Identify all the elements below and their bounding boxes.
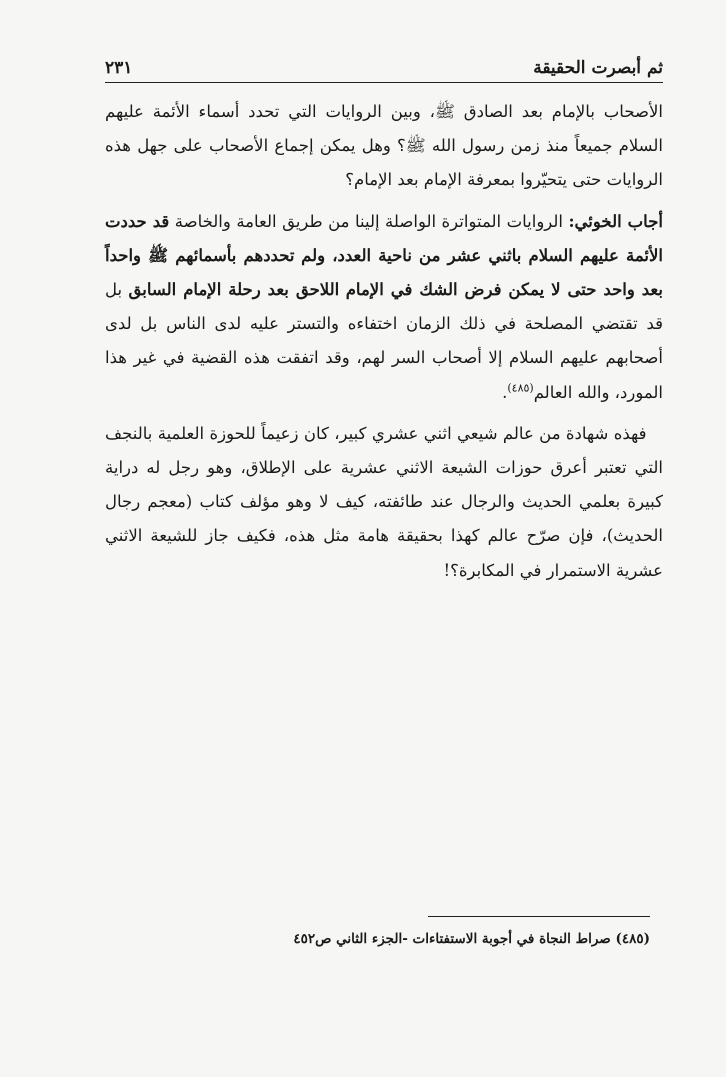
page-header <box>105 50 663 83</box>
text-line: هذه، فكيف جاز للشيعة الاثني عشرية الاستمرار في المكابرة؟! <box>105 526 663 580</box>
footnote-divider <box>428 916 650 917</box>
paragraph-1 <box>105 95 663 198</box>
main-text <box>105 95 663 588</box>
text-line: على جهل هذه الروايات حتى يتحيّروا بمعرفة الإمام بعد الإمام؟ <box>105 136 663 190</box>
text-line: والخاصة <box>174 211 231 231</box>
text-line: لهم، وقد اتفقت هذه القضية في غير هذا المورد، والله العالم <box>105 348 663 402</box>
text-line: الأصحاب بالإمام بعد الصادق ﷺ، وبين الروايات التي تحدد أسماء الأئمة <box>152 102 663 121</box>
text-line: الروايات المتواترة الواصلة إلينا من طريق العامة <box>236 211 563 231</box>
text-line: وهو رجل له دراية كبيرة بعلمي الحديث والرجال عند طائفته، كيف لا وهو <box>105 458 663 512</box>
bold-text: قد حددت الأئمة عليهم السلام باثني عشر من ناحية العدد، ولم <box>105 211 663 265</box>
footnote: (٤٨٥) صراط النجاة في أجوبة الاستفتاءات -الجزء الثاني ص٤٥٢ <box>293 931 650 947</box>
paragraph-3 <box>105 417 663 588</box>
bold-text: تحددهم بأسمائهم ﷺ واحداً بعد واحد حتى لا يمكن فرض الشك في الإمام <box>105 245 663 300</box>
footnote-reference[interactable]: (٤٨٥) <box>507 381 534 395</box>
paragraph-2 <box>105 205 663 410</box>
text-line: بل قد تقتضي المصلحة في ذلك الزمان اختفاءه <box>105 280 664 334</box>
text-line: مؤلف كتاب (معجم رجال الحديث)، فإن صرّح عالم كهذا بحقيقة هامة مثل <box>105 492 663 546</box>
speaker-label: أجاب الخوئي: <box>568 211 663 231</box>
text-line: العلمية بالنجف التي تعتبر أعرق حوزات الشيعة الاثني عشرية على الإطلاق، <box>105 423 663 478</box>
text-line: والتستر عليه لدى الناس بل لدى أصحابهم عليهم السلام إلا أصحاب السر <box>105 314 663 368</box>
sentence-end: . <box>502 382 508 402</box>
text-line: عليهم السلام جميعاً منذ زمن رسول الله ﷺ؟ وهل يمكن إجماع الأصحاب <box>105 102 664 156</box>
text-line: فهذه شهادة من عالم شيعي اثني عشري كبير، كان زعيماً للحوزة <box>209 423 647 443</box>
running-title: ثم أبصرت الحقيقة <box>533 58 663 78</box>
bold-text: اللاحق بعد رحلة الإمام السابق <box>128 280 340 300</box>
page-number: ٢٣١ <box>105 58 133 78</box>
